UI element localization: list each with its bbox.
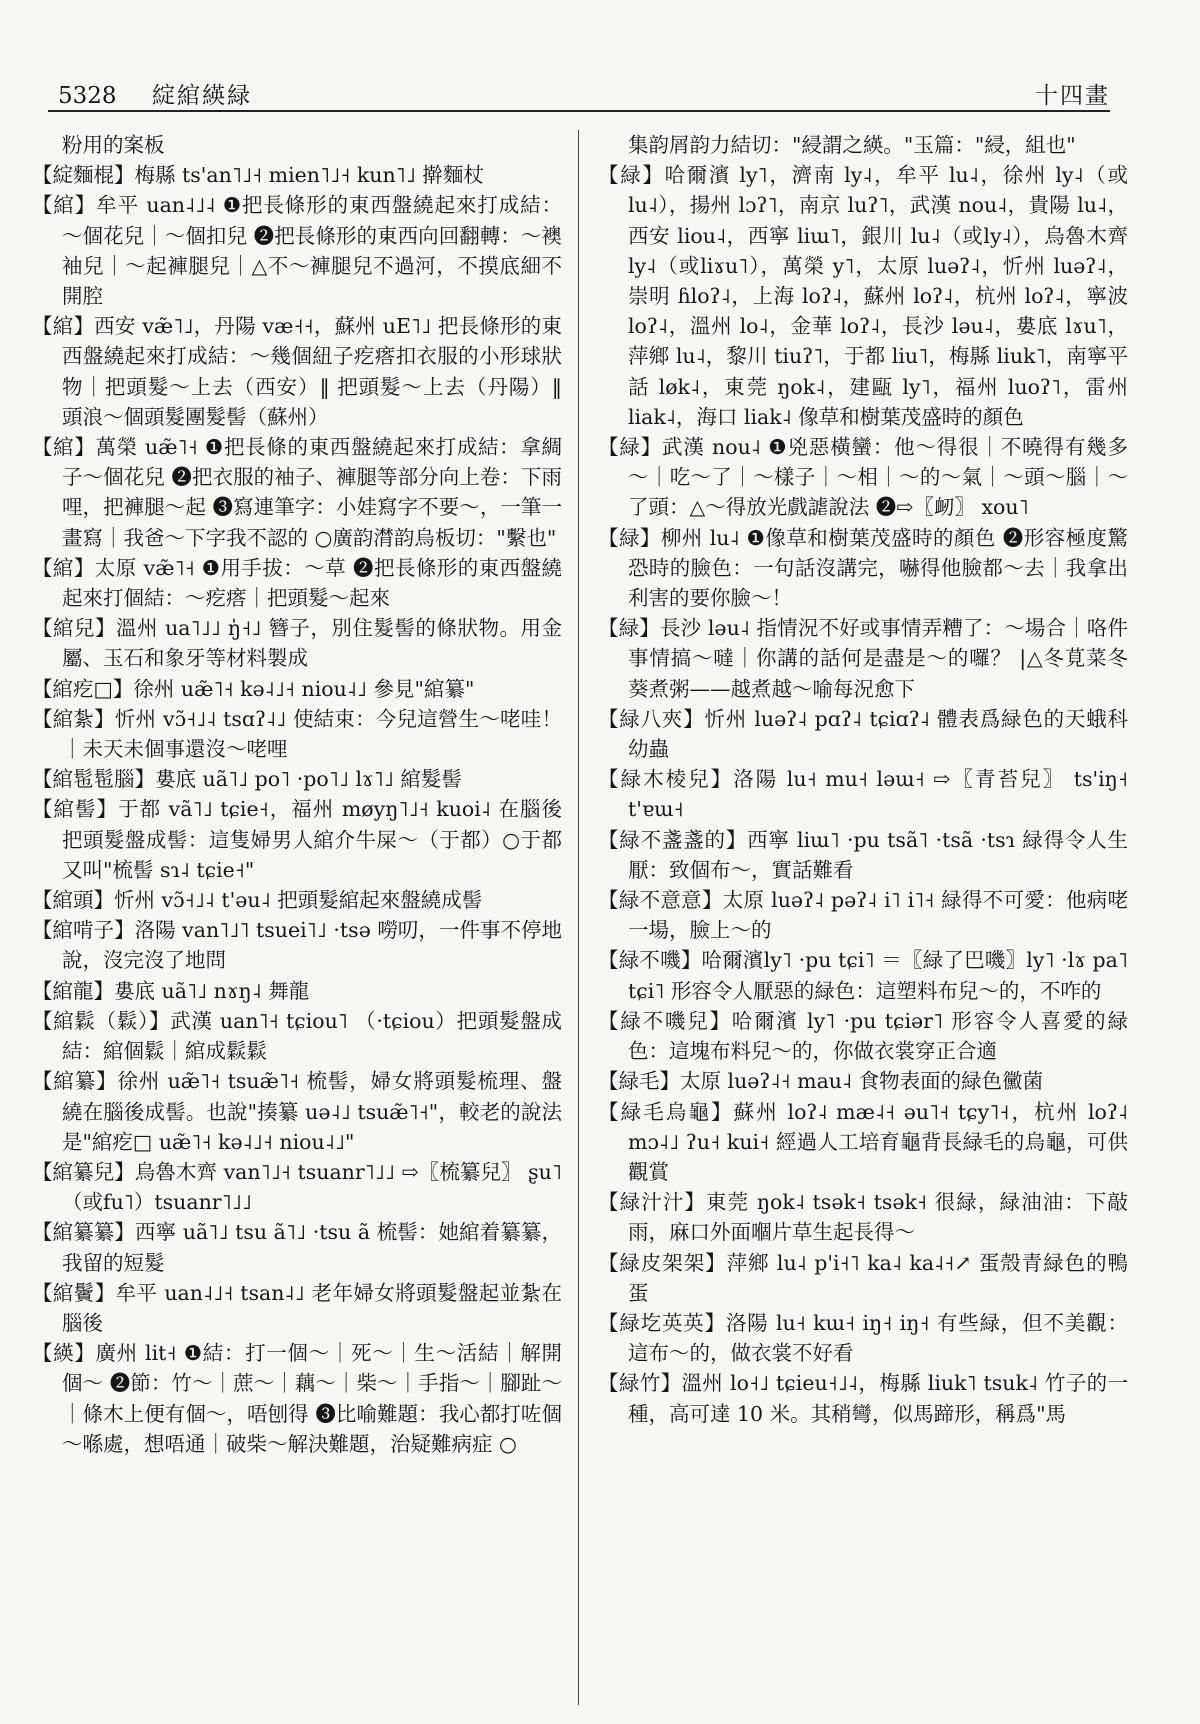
dictionary-entry: 【緑不嘰】哈爾濱ly˥ ·pu tɕi˥ ＝〖緑了巴嘰〗ly˥ ·lɤ pa˥ tɕi˥ 形容令人厭惡的緑色：這塑料布兒～的，不咋的 (598, 948, 1128, 1003)
running-header (48, 62, 1110, 112)
dictionary-entry: 【綰鬢】牟平 uan˨˩˧ tsan˨˩ 老年婦女將頭髮盤起並紮在腦後 (32, 1280, 562, 1335)
dictionary-entry: 【緑不盞盞的】西寧 liɯ˥ ·pu tsã˥ ·tsã ·tsɿ 緑得令人生厭：致個布～，實話難看 (598, 827, 1128, 882)
dictionary-entry: 【緑】長沙 ləu˨ 指情況不好或事情弄糟了：～場合｜咯件事情搞～噠｜你講的話何是盡是～的囉？ |△冬莧菜冬葵煮粥——越煮越～喻每況愈下 (598, 616, 1128, 701)
dictionary-entry: 【綰】牟平 uan˨˩˨ ❶把長條形的東西盤繞起來打成結：～個花兒｜～個扣兒 ❷把長條形的東西向回翻轉：～襖袖兒｜～起褲腿兒｜△不～褲腿兒不過河，不摸底細不開腔 (32, 193, 562, 309)
header-section: 十四畫 (1035, 83, 1110, 109)
dictionary-entry: 【緑八夾】忻州 luəʔ˨ pɑʔ˨ tɕiɑʔ˨ 體表爲緑色的天蛾科幼蟲 (598, 706, 1128, 762)
dictionary-entry: 【綰】太原 væ̃˥˧ ❶用手拔：～草 ❷把長條形的東西盤繞起來打個結：～疙瘩｜把頭髮～起來 (32, 555, 562, 611)
dictionary-entry: 【綰纂纂】西寧 uã˥˩ tsu ã˥˩ ·tsu ã 梳髻：她綰着纂纂，我留的短髮 (32, 1220, 562, 1275)
dictionary-entry: 【綰】萬榮 uæ̃˥˧ ❶把長條的東西盤繞起來打成結：拿綢子～個花兒 ❷把衣服的袖子、褲腿等部分向上卷：下雨哩，把褲腿～起 ❸寫連筆字：小娃寫字不要～，一筆一畫寫｜我爸～下字我不認的 ○廣韵潸韵烏板切："繫也" (32, 435, 562, 550)
dictionary-entry: 【綰疙□】徐州 uæ̃˥˧ kə˨˩˧ niou˨˩ 參見"綰纂" (32, 676, 475, 701)
dictionary-entry: 【緑汁汁】東莞 ŋok˨ tsək˧ tsək˧ 很緑，緑油油：下敲雨，麻口外面嗰片草生起長得～ (598, 1190, 1128, 1245)
dictionary-entry: 【緑】柳州 lu˨ ❶像草和樹葉茂盛時的顏色 ❷形容極度驚恐時的臉色：一句話沒講完，嚇得他臉都～去｜我拿出利害的要你臉～！ (598, 525, 1128, 611)
dictionary-entry: 【綰髻】于都 vã˥˩ tɕie˧，福州 møyŋ˥˩˧ kuoi˨ 在腦後把頭髮盤成髻：這隻婦男人綰介牛屎～（于都）○于都又叫"梳髻 sɿ˨ tɕie˧" (32, 797, 562, 882)
header-headwords: 綻綰緓緑 (152, 83, 252, 109)
dictionary-entry: 【緓】廣州 lit˧ ❶結：打一個～｜死～｜生～活結｜解開個～ ❷節：竹～｜蔗～｜藕～｜柴～｜手指～｜腳趾～｜條木上便有個～，唔刨得 ❸比喻難題：我心都打咗個～喺處，想唔通｜破柴～解決難題，治疑難病症 ○ (32, 1341, 562, 1456)
dictionary-entry: 【綻麵棍】梅縣 ts'an˥˩˧ mien˥˩˧ kun˥˩ 擀麵杖 (32, 163, 484, 188)
dictionary-entry: 【緑毛烏龜】蘇州 loʔ˨ mæ˨˧ əu˥˧ tɕy˥˧，杭州 loʔ˨ mɔ˨˩ ʔu˧ kui˧ 經過人工培育龜背長緑毛的烏龜，可供觀賞 (598, 1099, 1128, 1184)
dictionary-entry: 【緑圪英英】洛陽 lu˧ kɯ˧ iŋ˧ iŋ˧ 有些緑，但不美觀：這布～的，做衣裳不好看 (598, 1310, 1128, 1366)
left-column (32, 130, 562, 1705)
dictionary-entry: 【緑】哈爾濱 ly˥，濟南 ly˨，牟平 lu˨，徐州 ly˨（或lu˨），揚州 lɔʔ˥，南京 luʔ˥，武漢 nou˨，貴陽 lu˨，西安 liou˨，西寧 liɯ˥，銀川 lu˨（或ly˨），烏魯木齊 ly˨（或liɤu˥），萬榮 y˥，太原 luəʔ˨，忻州 luəʔ˨，崇明 ɦloʔ˨，上海 loʔ˨，蘇州 loʔ˨，杭州 loʔ˨，寧波 loʔ˨，溫州 lo˨，金華 loʔ˨，長沙 ləu˨，婁底 lɤu˥，萍鄉 lu˨，黎川 tiuʔ˥，于都 liu˥，梅縣 liuk˥，南寧平話 løk˨，東莞 ŋok˨，建甌 ly˥，福州 luoʔ˥，雷州 liak˨，海口 liak˨ 像草和樹葉茂盛時的顏色 (598, 163, 1128, 429)
dictionary-entry: 【緑皮架架】萍鄉 lu˨ p'i˧˥ ka˨ ka˨˧↗ 蛋殼青緑色的鴨蛋 (598, 1250, 1128, 1305)
dictionary-entry: 【綰鬏（鬏）】武漢 uan˥˧ tɕiou˥ （·tɕiou）把頭髮盤成結：綰個鬏｜綰成鬏鬏 (32, 1008, 562, 1064)
dictionary-entry: 【緑】武漢 nou˨ ❶兇惡橫蠻：他～得很｜不曉得有幾多～｜吃～了｜～樣子｜～相｜～的～氣｜～頭～腦｜～了頭：△～得放光戲謔說法 ❷⇨〖衂〗 xou˥ (598, 435, 1128, 520)
dictionary-entry: 【緑不嘰兒】哈爾濱 ly˥ ·pu tɕiər˥ 形容令人喜愛的緑色：這塊布料兒～的，你做衣裳穿正合適 (598, 1008, 1128, 1064)
right-column (598, 130, 1128, 1705)
dictionary-entry: 【綰兒】溫州 ua˥˩˩ ŋ̍˧˩ 簪子，別住髮髻的條狀物。用金屬、玉石和象牙等材料製成 (32, 616, 562, 671)
dictionary-entry: 【緑木棱兒】洛陽 lu˧ mu˧ ləɯ˧ ⇨〖青苔兒〗 ts'iŋ˧ t'ɐɯ˧ (598, 767, 1128, 822)
dictionary-entry: 【緑毛】太原 luəʔ˨˧ mau˨ 食物表面的緑色黴菌 (598, 1069, 1044, 1094)
dictionary-entry: 【緑竹】溫州 lo˧˩ tɕieu˧˩˨，梅縣 liuk˥ tsuk˨ 竹子的一種，高可達 10 米。其稍彎，似馬蹄形，稱爲"馬 (598, 1371, 1128, 1426)
page-number: 5328 (58, 83, 117, 109)
column-divider (578, 130, 579, 1705)
dictionary-entry: 粉用的案板 (62, 133, 165, 157)
dictionary-entry: 【綰啃子】洛陽 van˥˩˥ tsuei˥˩ ·tsə 嘮叨，一件事不停地說，沒完沒了地問 (32, 918, 562, 973)
dictionary-entry: 【綰頭】忻州 vɔ̃˧˩˨ t'əu˨ 把頭髮綰起來盤繞成髻 (32, 888, 483, 913)
dictionary-entry: 【綰纂兒】烏魯木齊 van˥˩˧ tsuanr˥˩˩ ⇨〖梳纂兒〗 ʂu˥（或fu˥）tsuanr˥˩˩ (32, 1159, 562, 1215)
dictionary-entry: 【綰】西安 væ̃˥˩，丹陽 væ˧˧，蘇州 uE˥˩ 把長條形的東西盤繞起來打成結：～幾個紐子疙瘩扣衣服的小形球狀物｜把頭髮～上去（西安）‖ 把頭髮～上去（丹陽）‖ 頭浪～個頭髮團髮髻（蘇州） (32, 314, 562, 429)
dictionary-entry: 【綰纂】徐州 uæ̃˥˧ tsuæ̃˥˧ 梳髻，婦女將頭髮梳理、盤繞在腦後成髻。也說"揍纂 uə˨˩ tsuæ̃˥˧"，較老的說法是"綰疙□ uæ̃˥˧ kə˨˩˧ niou˨˩" (32, 1069, 562, 1154)
dictionary-entry: 【緑不意意】太原 luəʔ˨ pəʔ˨ i˥ i˥˧ 緑得不可愛：他病咾一場，臉上～的 (598, 888, 1128, 943)
dictionary-entry: 【綰紮】忻州 vɔ̃˧˩˨ tsɑʔ˨˩ 使結束：今兒這營生～咾哇！｜未天未個事還沒～咾哩 (32, 706, 562, 762)
dictionary-entry: 【綰龍】婁底 uã˥˩ nɤŋ˨ 舞龍 (32, 978, 310, 1003)
dictionary-entry: 集韵屑韵力結切："綅謂之緓。"玉篇："綅，組也" (628, 133, 1076, 157)
dictionary-entry: 【綰髢髢腦】婁底 uã˥˩ po˥ ·po˥˩ lɤ˥˩ 綰髮髻 (32, 767, 462, 792)
